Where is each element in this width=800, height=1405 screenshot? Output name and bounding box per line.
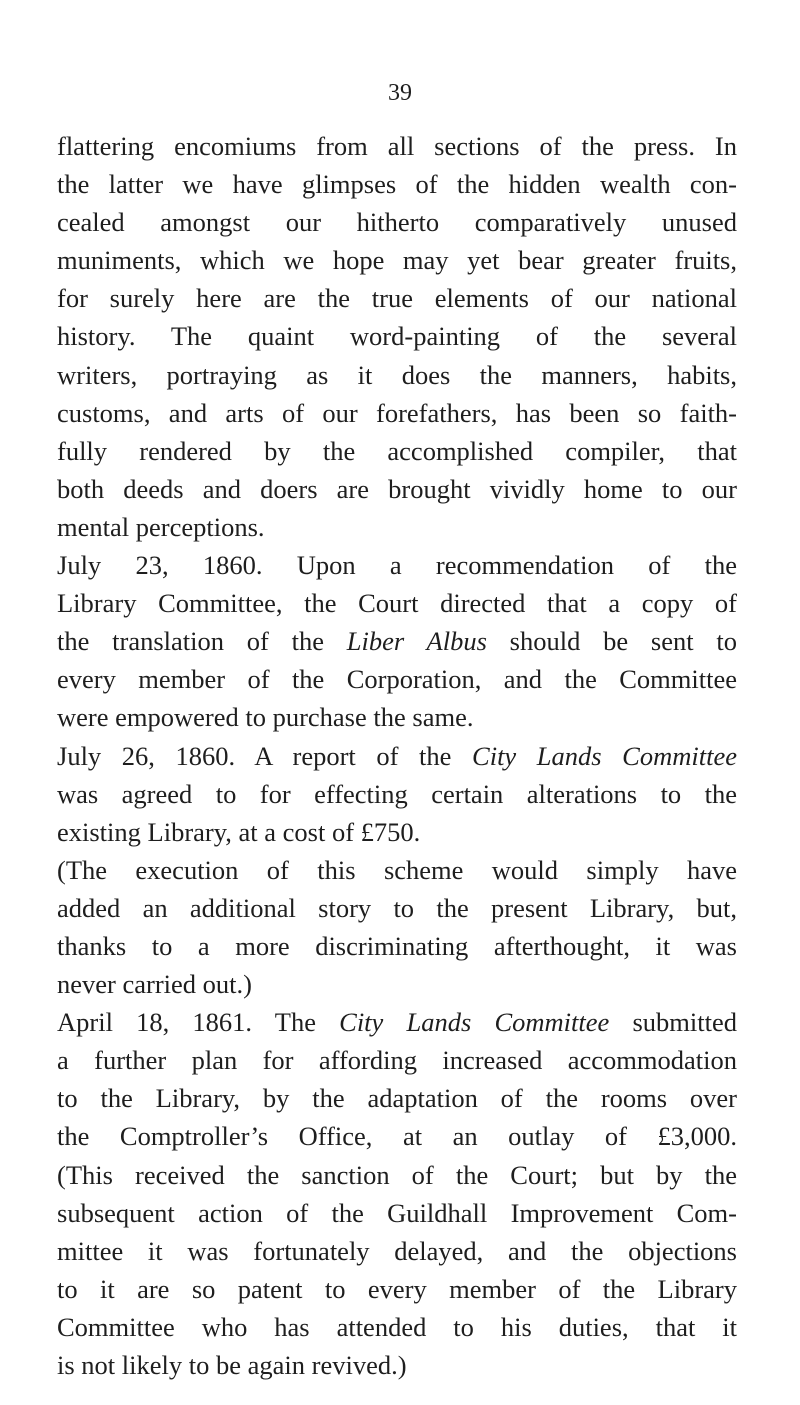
text-line: Library Committee, the Court directed that a copy of — [57, 588, 737, 619]
text-line: the latter we have glimpses of the hidden wealth con- — [57, 169, 737, 200]
text-line: mental perceptions. — [57, 511, 265, 542]
text-line: a further plan for affording increased accommodation — [57, 1045, 737, 1076]
text-line: July 23, 1860. Upon a recommendation of the — [57, 550, 737, 581]
text-line — [57, 737, 737, 775]
text-line: to it are so patent to every member of the Library — [57, 1273, 737, 1304]
text-line: muniments, which we hope may yet bear greater fruits, — [57, 245, 737, 276]
body-text — [57, 127, 737, 1384]
text-line: fully rendered by the accomplished compiler, that — [57, 435, 737, 466]
italic-title-liber-albus: Liber Albus — [346, 626, 487, 657]
text-segment: April 18, 1861. The — [57, 1007, 340, 1038]
text-line: thanks to a more discriminating afterthought, it was — [57, 930, 737, 961]
text-line: added an additional story to the present Library, but, — [57, 892, 737, 923]
text-line: every member of the Corporation, and the Committee — [57, 664, 737, 695]
text-segment: should be sent to — [486, 626, 737, 657]
text-line: history. The quaint word-painting of the several — [57, 321, 737, 352]
text-line: was agreed to for effecting certain alterations to the — [57, 778, 737, 809]
text-line: were empowered to purchase the same. — [57, 702, 474, 733]
text-segment: July 26, 1860. A report of the — [57, 740, 473, 771]
italic-title-city-lands-committee: City Lands Committee — [472, 740, 737, 771]
text-line: subsequent action of the Guildhall Improvement Com- — [57, 1197, 737, 1228]
text-segment: submitted — [609, 1007, 737, 1038]
text-line: (The execution of this scheme would simply have — [57, 854, 737, 885]
text-line: is not likely to be again revived.) — [57, 1350, 407, 1380]
text-line: to the Library, by the adaptation of the rooms over — [57, 1083, 737, 1114]
text-line: both deeds and doers are brought vividly home to our — [57, 473, 737, 504]
text-line: cealed amongst our hitherto comparatively unused — [57, 207, 737, 238]
text-line: flattering encomiums from all sections of the press. In — [57, 131, 737, 161]
text-line — [57, 1003, 737, 1041]
text-line: writers, portraying as it does the manners, habits, — [57, 359, 737, 390]
text-line: customs, and arts of our forefathers, has been so faith- — [57, 397, 737, 428]
text-line: the Comptroller’s Office, at an outlay of £3,000. — [57, 1121, 737, 1152]
text-line — [57, 622, 737, 660]
page-number: 39 — [388, 80, 412, 106]
text-line: mittee it was fortunately delayed, and the objections — [57, 1235, 737, 1266]
text-line: for surely here are the true elements of our national — [57, 283, 737, 314]
text-line: Committee who has attended to his duties, that it — [57, 1311, 737, 1342]
text-line: (This received the sanction of the Court; but by the — [57, 1159, 737, 1190]
text-segment: the translation of the — [57, 626, 347, 657]
text-line: never carried out.) — [57, 969, 252, 1000]
italic-title-city-lands-committee: City Lands Committee — [339, 1007, 610, 1038]
text-line: existing Library, at a cost of £750. — [57, 816, 421, 847]
